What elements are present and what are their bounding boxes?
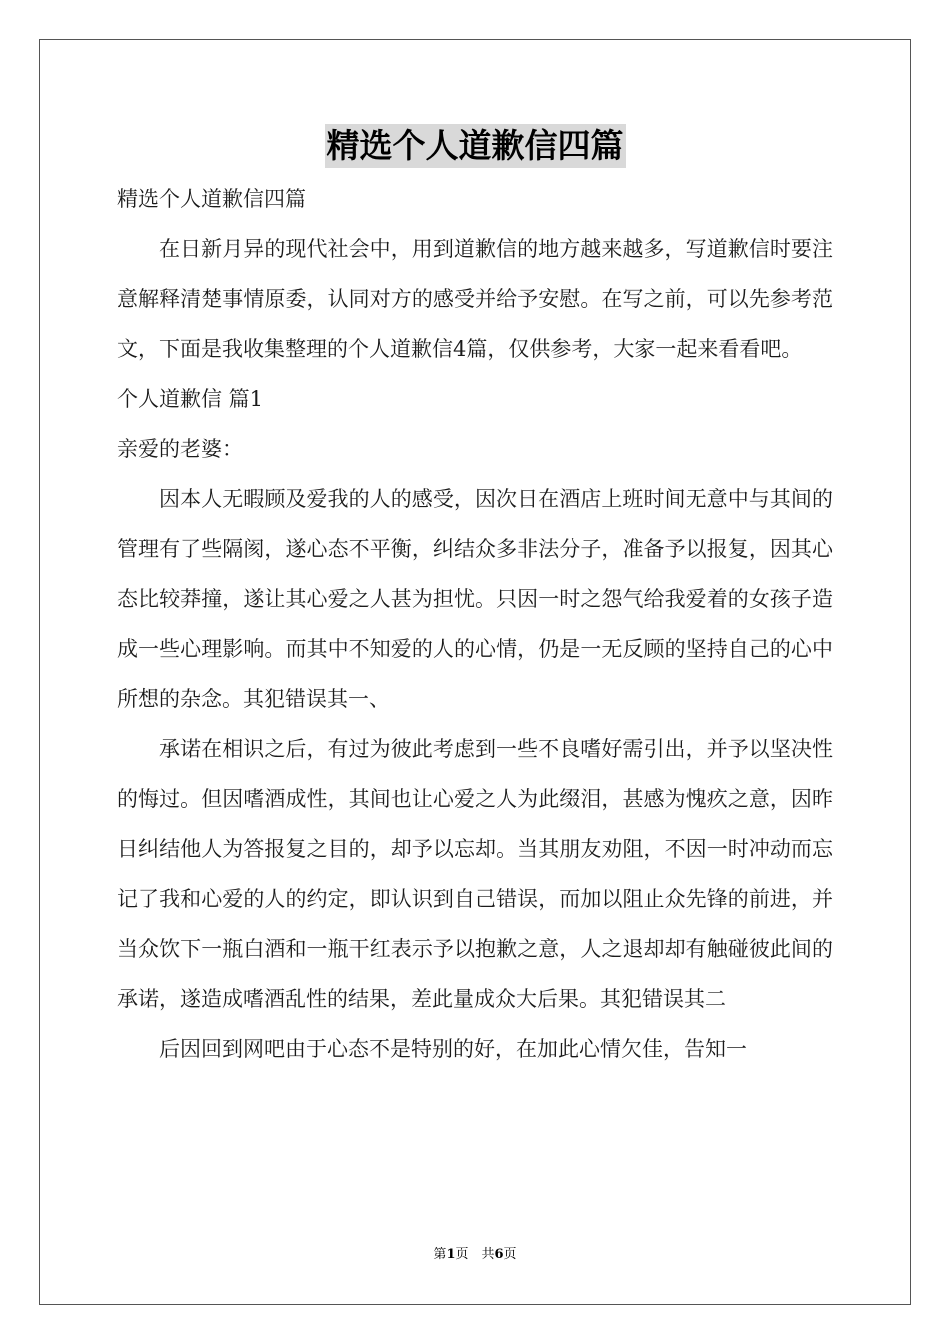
paragraph: 因本人无暇顾及爱我的人的感受，因次日在酒店上班时间无意中与其间的管理有了些隔阂，遂心态不平衡，纠结众多非法分子，准备予以报复，因其心态比较莽撞，遂让其心爱之人甚为担忧。只因一时之怨气给我爱着的女孩子造成一些心理影响。而其中不知爱的人的心情，仍是一无反顾的坚持自己的心中所想的杂念。其犯错误其一、: [117, 487, 833, 711]
paragraph: 精选个人道歉信四篇: [117, 187, 306, 211]
page-total: 6: [494, 1247, 504, 1262]
document-title: 精选个人道歉信四篇: [325, 124, 626, 168]
salutation: 亲爱的老婆：: [117, 437, 243, 461]
page-footer: [0, 1246, 950, 1264]
paragraph: 承诺在相识之后，有过为彼此考虑到一些不良嗜好需引出，并予以坚决性的悔过。但因嗜酒成性，其间也让心爱之人为此缀泪，甚感为愧疚之意，因昨日纠结他人为答报复之目的，却予以忘却。当其朋友劝阻，不因一时冲动而忘记了我和心爱的人的约定，即认识到自己错误，而加以阻止众先锋的前进，并当众饮下一瓶白酒和一瓶干红表示予以抱歉之意，人之退却却有触碰彼此间的承诺，遂造成嗜酒乱性的结果，差此量成众大后果。其犯错误其二: [117, 737, 833, 1011]
page-prefix: 第: [433, 1247, 447, 1262]
page-current: 1: [446, 1247, 456, 1262]
paragraph: 后因回到网吧由于心态不是特别的好，在加此心情欠佳，告知一: [159, 1037, 747, 1061]
title-container: [0, 124, 950, 168]
page-suffix: 页: [503, 1247, 517, 1262]
page-mid: 页 共: [455, 1247, 495, 1262]
paragraph: 在日新月异的现代社会中，用到道歉信的地方越来越多，写道歉信时要注意解释清楚事情原委，认同对方的感受并给予安慰。在写之前，可以先参考范文，下面是我收集整理的个人道歉信4篇，仅供参考，大家一起来看看吧。: [117, 237, 833, 361]
document-body: [117, 174, 833, 1074]
section-heading: 个人道歉信 篇1: [117, 387, 264, 411]
